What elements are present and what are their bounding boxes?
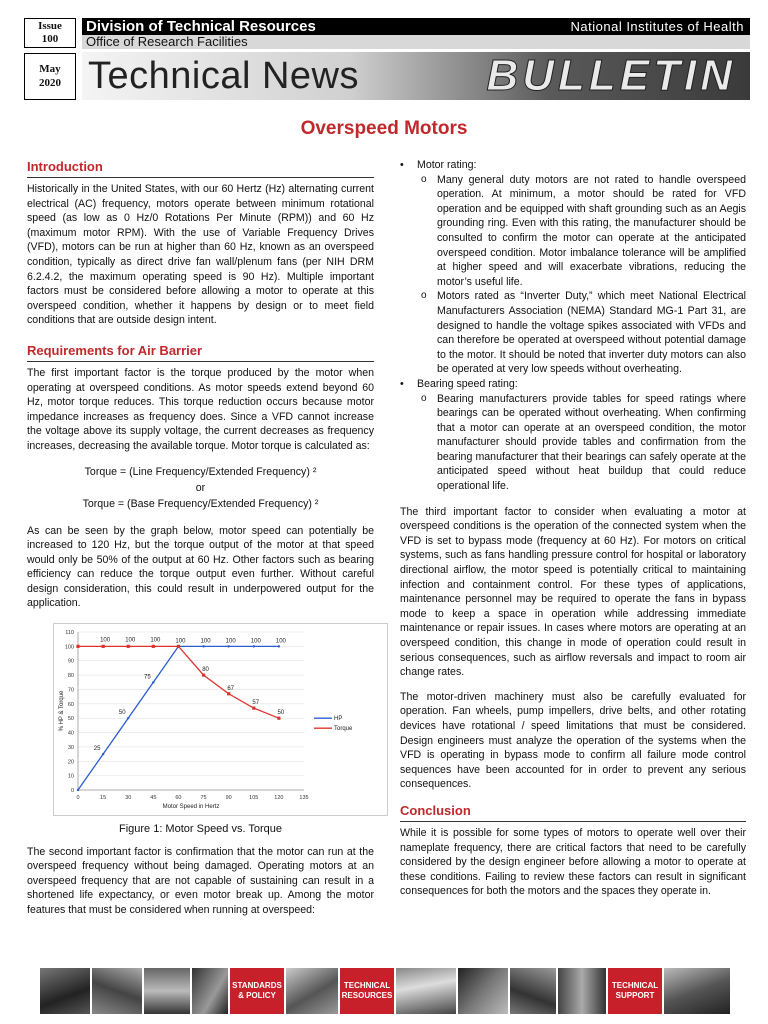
right-column <box>400 158 746 899</box>
x-axis-title: Motor Speed in Hertz <box>162 804 220 811</box>
sub-bullet-bearing-tables: o Bearing manufacturers provide tables for speed ratings where bearings can be operated without overheating. When confirming that a motor can operate at an overspeed condition, the motor manufacturer should provide tables and confirmation from the bearing manufacturer that their bearings can safely operate at the anticipated speed without heat buildup that could reduce operational life. <box>421 392 746 494</box>
graph-paragraph: As can be seen by the graph below, motor speed can potentially be increased to 120 Hz, but the torque output of the motor at that speed would only be 50% of the output at 60 Hz. Other factors such as bearing efficiency can reduce the torque output even further. Without careful design consideration, this could result in underpowered output for the application. <box>27 524 374 610</box>
data-point-torque <box>202 674 205 677</box>
data-label: 80 <box>202 667 209 674</box>
y-axis-title: % HP & Torque <box>59 690 65 732</box>
chart-svg <box>54 624 387 815</box>
y-tick-label: 10 <box>67 773 74 780</box>
data-point-hp <box>253 645 255 647</box>
date-box <box>24 53 76 100</box>
data-label: 100 <box>100 637 111 644</box>
footer-photo-3 <box>144 968 190 1014</box>
data-label: 100 <box>200 638 211 645</box>
x-tick-label: 90 <box>225 795 232 802</box>
data-label: 67 <box>227 685 235 692</box>
footer-photo-10 <box>664 968 730 1014</box>
data-label: 100 <box>275 638 286 645</box>
y-tick-label: 0 <box>70 788 74 795</box>
nih-name: National Institutes of Health <box>570 19 744 34</box>
data-point-torque <box>227 692 230 695</box>
issue-number: 100 <box>41 33 59 45</box>
footer-photo-1 <box>40 968 90 1014</box>
footer-photo-5 <box>286 968 338 1014</box>
page-title: Overspeed Motors <box>300 118 468 139</box>
sub-bullet-inverter-duty: o Motors rated as “Inverter Duty,” which meet National Electrical Manufacturers Association (NEMA) Standard MG-1 Part 31, are designed to handle the voltage spikes associated with VFDs and can therefore be operated at overspeed without potential damage to the motor. It should be noted that inverter duty motors can also be operated at very low speeds without overheating. <box>421 289 746 377</box>
data-label: 100 <box>250 638 261 645</box>
y-tick-label: 80 <box>67 673 74 680</box>
x-tick-label: 135 <box>299 795 309 802</box>
footer-banner <box>40 968 730 1014</box>
data-point-hp <box>227 645 229 647</box>
motor-feature-list <box>400 158 746 494</box>
data-label: 50 <box>118 710 126 717</box>
resources-line-1: TECHNICAL <box>343 981 391 990</box>
x-tick-label: 120 <box>274 795 284 802</box>
intro-heading: Introduction <box>27 158 374 178</box>
y-tick-label: 110 <box>65 630 74 637</box>
y-tick-label: 50 <box>67 716 74 723</box>
y-tick-label: 90 <box>67 658 74 665</box>
y-tick-label: 20 <box>67 759 74 766</box>
technical-support-link[interactable] <box>608 968 662 1014</box>
x-tick-label: 60 <box>175 795 182 802</box>
data-label: 25 <box>93 746 101 753</box>
fourth-factor-paragraph: The motor-driven machinery must also be carefully evaluated for operation. Fan wheels, pump impellers, drive belts, and other rotating devices have rotational / speed limitations that must be considered. Design engineers must analyze the operation of the systems when the VFD is operating in bypass mode to confirm all failure mode control sequences have been accounted for in order to prevent any serious consequences. <box>400 690 746 791</box>
data-point-torque <box>277 717 280 720</box>
data-label: 50 <box>277 710 285 717</box>
x-tick-label: 45 <box>150 795 157 802</box>
footer-photo-4 <box>192 968 228 1014</box>
requirements-heading: Requirements for Air Barrier <box>27 342 374 362</box>
data-label: 100 <box>125 637 136 644</box>
standards-policy-link[interactable] <box>230 968 284 1014</box>
left-column <box>27 158 374 918</box>
speed-torque-chart <box>53 623 388 816</box>
office-bar <box>82 35 750 49</box>
bullet-motor-rating <box>400 158 746 377</box>
third-factor-paragraph: The third important factor to consider when evaluating a motor at overspeed conditions is the operation of the connected system when the VFD is set to bypass mode (frequency at 60 Hz). For motors on critical systems, such as fans handling pressure control for hospital or laboratory directional airflow, the motor speed is potentially critical to maintaining infection and containment control. For these types of applications, maintenance personnel may be required to operate the fans in bypass mode to keep a space in operation while addressing immediate maintenance or repair issues. In cases where motors are operating at an overspeed condition, this change in mode of operation could result in serious consequences, such as airflow reversals and impact to room air change rates. <box>400 505 746 679</box>
bullet-bearing-speed-label: Bearing speed rating: <box>417 377 518 390</box>
conclusion-paragraph: While it is possible for some types of motors to operate well over their nameplate frequency, there are critical factors that need to be carefully considered by the design engineer before allowing a motor to operate at these conditions. Failing to review these factors can result in significant consequences for both the motors and the spaces they operate in. <box>400 826 746 898</box>
footer-photo-9 <box>558 968 606 1014</box>
data-point-hp <box>77 789 79 791</box>
intro-paragraph: Historically in the United States, with our 60 Hertz (Hz) alternating current electrical (AC) frequency, motors operate between minimum rotational speed (as low as 0 Hz/0 Rotations Per Minute (RPM)) and 60 Hz (maximum motor RPM). With the use of Variable Frequency Drives (VFD), motors can be run at higher than 60 Hz, known as an overspeed condition, typically as direct drive fan wall/plenum fans (per NIH DRM 6.2.4.2, the maximum operating speed is 90 Hz). Multiple important factors must be considered before allowing a motor to operate at this overspeed condition, whether it happens by design or to meet field conditions that are outside design intent. <box>27 183 374 327</box>
data-point-torque <box>152 645 155 648</box>
technical-resources-link[interactable] <box>340 968 394 1014</box>
data-label: 75 <box>143 674 151 681</box>
technical-news-banner <box>82 52 750 100</box>
legend-label-torque: Torque <box>334 726 353 733</box>
data-point-torque <box>252 707 255 710</box>
second-factor-paragraph: The second important factor is confirmation that the motor can run at the overspeed frequency without being damaged. Operating motors at an overspeed frequency that are not capable of sustaining can result in a shortened life expectancy, or even motor break up. Among the motor features that must be considered when running at overspeed: <box>27 845 374 917</box>
data-label: 100 <box>225 638 236 645</box>
issue-label: Issue <box>38 20 62 32</box>
data-point-torque <box>127 645 130 648</box>
equation-2: Torque = (Base Frequency/Extended Frequency) ² <box>82 497 319 510</box>
data-point-hp <box>102 753 104 755</box>
series-line-torque <box>78 646 279 718</box>
y-tick-label: 30 <box>67 744 74 751</box>
division-name: Division of Technical Resources <box>86 18 316 35</box>
standards-line-2: & POLICY <box>238 991 276 1000</box>
sub-bullet-general-duty: o Many general duty motors are not rated to handle overspeed operation. At minimum, a motor should be rated for VFD operation and be equipped with shaft grounding such as an Aegis grounding ring. Even with this rating, the manufacturer should be consulted to confirm the motor can operate at the anticipated overspeed condition. Motor imbalance tolerance will be amplified at higher speed and will exacerbate vibrations, reducing the motor’s useful life. <box>421 173 746 290</box>
y-tick-label: 70 <box>67 687 74 694</box>
resources-line-2: RESOURCES <box>341 991 393 1000</box>
x-tick-label: 30 <box>125 795 132 802</box>
y-tick-label: 100 <box>64 644 74 651</box>
footer-photo-7 <box>458 968 508 1014</box>
issue-year: 2020 <box>39 77 61 89</box>
masthead <box>24 18 750 102</box>
data-point-hp <box>202 645 204 647</box>
equation-1: Torque = (Line Frequency/Extended Frequency) ² <box>84 465 317 478</box>
data-point-torque <box>177 645 180 648</box>
bulletin-title: BULLETIN <box>486 51 736 100</box>
y-tick-label: 60 <box>67 701 74 708</box>
x-tick-label: 105 <box>249 795 259 802</box>
data-point-torque <box>102 645 105 648</box>
technical-news-title: Technical News <box>88 55 359 97</box>
data-point-torque <box>76 645 79 648</box>
data-point-hp <box>152 681 154 683</box>
data-label: 100 <box>175 638 186 645</box>
torque-equations <box>27 464 374 512</box>
x-tick-label: 15 <box>100 795 107 802</box>
issue-month: May <box>39 63 61 75</box>
data-label: 57 <box>252 700 260 707</box>
bullet-bearing-speed <box>400 377 746 494</box>
figure-caption: Figure 1: Motor Speed vs. Torque <box>118 823 283 836</box>
conclusion-heading: Conclusion <box>400 802 746 822</box>
division-bar <box>82 18 750 35</box>
legend-label-hp: HP <box>334 716 343 723</box>
support-line-2: SUPPORT <box>615 991 655 1000</box>
footer-photo-8 <box>510 968 556 1014</box>
y-tick-label: 40 <box>67 730 74 737</box>
bullet-motor-rating-label: Motor rating: <box>417 159 477 171</box>
issue-box <box>24 18 76 48</box>
data-label: 100 <box>150 637 161 644</box>
data-point-hp <box>127 717 129 719</box>
footer-photo-6 <box>396 968 456 1014</box>
equation-or: or <box>195 481 206 494</box>
x-tick-label: 0 <box>76 795 80 802</box>
bearing-sublist <box>421 392 746 494</box>
requirements-paragraph: The first important factor is the torque produced by the motor when operating at overspeed conditions. As motor speeds extend beyond 60 Hz, motor torque reduces. This torque reduction occurs because motor impedance increases as frequency does. Since a VFD cannot increase the voltage above its supply voltage, the current decreases as frequency increases, decreasing the available torque. Motor torque is calculated as: <box>27 366 374 452</box>
support-line-1: TECHNICAL <box>611 981 659 990</box>
footer-photo-2 <box>92 968 142 1014</box>
x-tick-label: 75 <box>200 795 207 802</box>
standards-line-1: STANDARDS <box>232 981 282 990</box>
office-name: Office of Research Facilities <box>86 34 248 49</box>
motor-rating-sublist <box>421 173 746 377</box>
data-point-hp <box>278 645 280 647</box>
